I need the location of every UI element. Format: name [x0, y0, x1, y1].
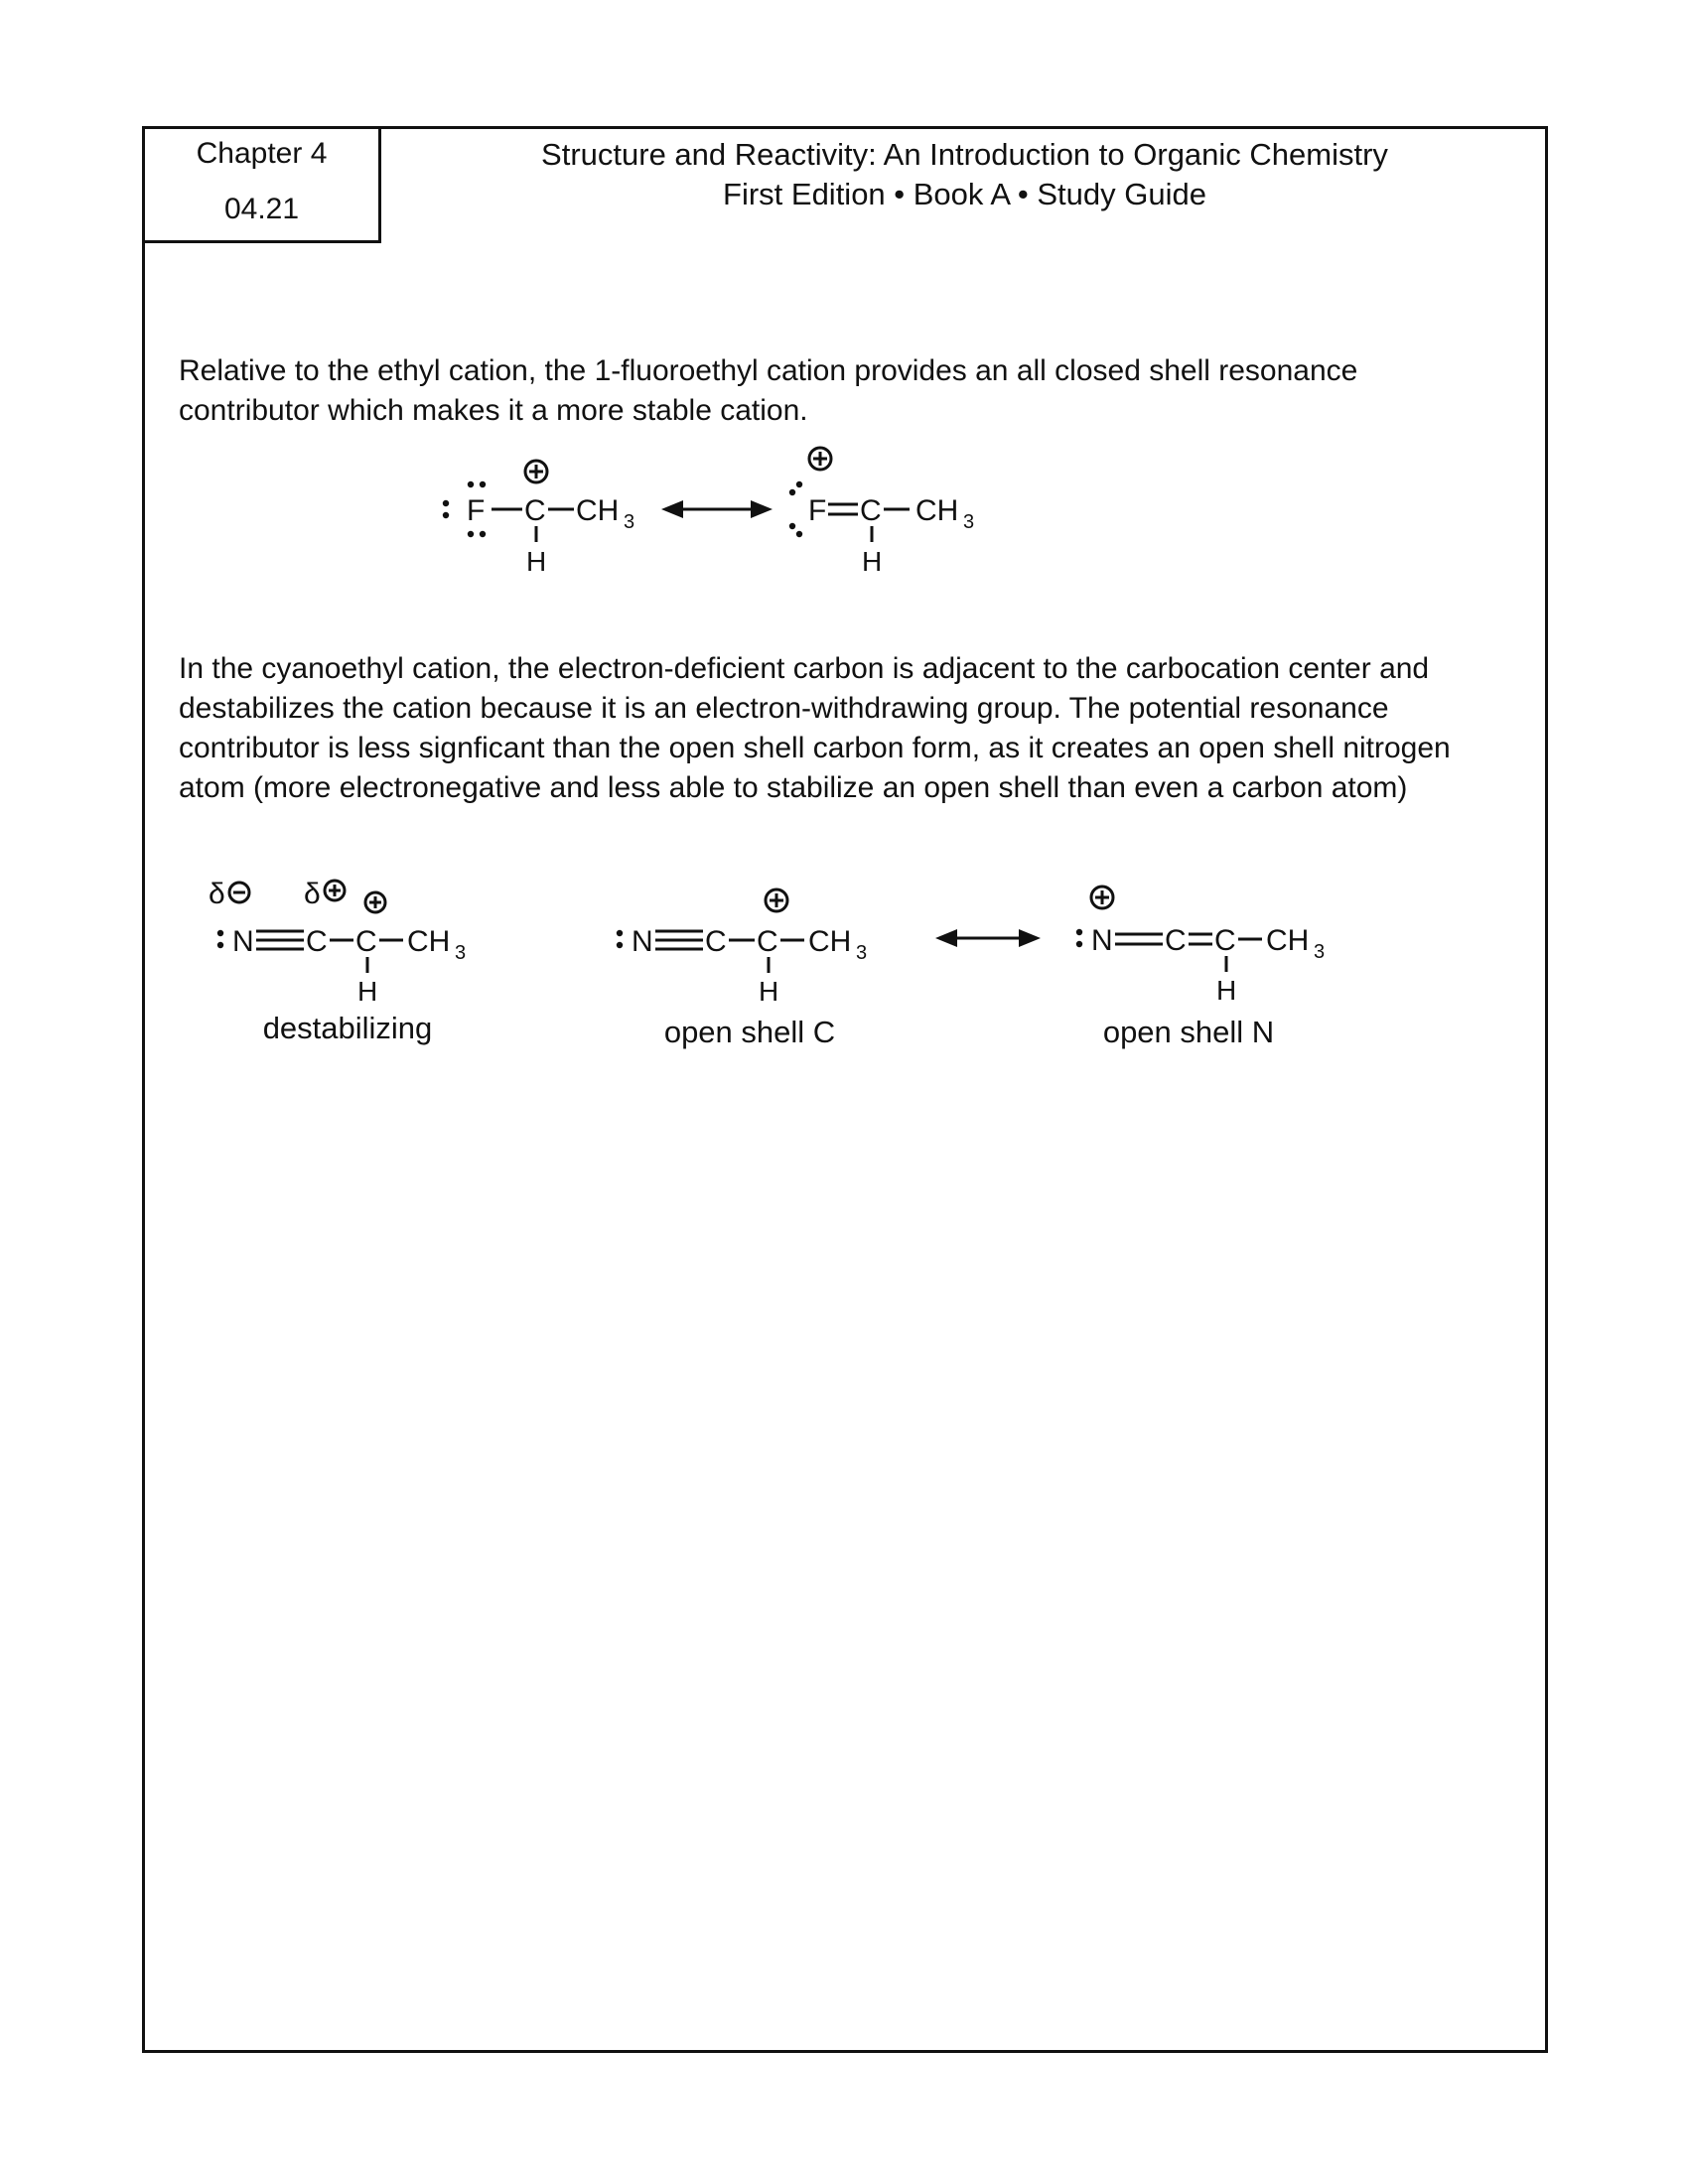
atom-n: N — [632, 925, 653, 958]
cyanoethyl-open-shell-n-structure — [1067, 874, 1365, 1013]
plus-charge-icon — [325, 881, 345, 900]
lone-pair-dot — [617, 942, 623, 948]
atom-c: C — [705, 925, 727, 958]
atom-c: C — [1214, 924, 1236, 957]
atom-c: C — [757, 925, 778, 958]
plus-charge-icon — [766, 889, 787, 911]
atom-h: H — [526, 546, 547, 577]
atom-c: C — [1165, 924, 1187, 957]
lone-pair-dot — [796, 481, 802, 487]
lone-pair-dot — [789, 523, 795, 529]
problem-number: 04.21 — [223, 193, 300, 225]
lone-pair-dot — [217, 930, 223, 936]
lone-pair-dot — [480, 531, 486, 537]
lone-pair-dot — [443, 512, 449, 518]
paragraph-fluoroethyl: Relative to the ethyl cation, the 1-fluoroethyl cation provides an all closed shell resonance contributor which makes it a more stable cation. — [179, 354, 1358, 427]
atom-h: H — [862, 546, 883, 577]
atom-c: C — [306, 925, 328, 958]
atom-ch: CH — [1266, 924, 1310, 957]
lone-pair-dot — [789, 489, 795, 495]
lone-pair-dot — [617, 930, 623, 936]
lone-pair-dot — [1076, 929, 1082, 935]
lone-pair-dot — [468, 531, 474, 537]
delta-minus-label: δ — [209, 878, 225, 910]
book-title-block — [381, 135, 1548, 214]
resonance-arrow-icon — [933, 923, 1043, 953]
fluoroethyl-structure-2 — [789, 448, 974, 577]
lone-pair-dot — [480, 481, 486, 487]
lone-pair-dot — [443, 500, 449, 506]
atom-n: N — [1091, 924, 1113, 957]
atom-n: N — [232, 925, 254, 958]
subscript-3: 3 — [624, 511, 635, 533]
book-title: Structure and Reactivity: An Introduction to Organic Chemistry — [541, 137, 1388, 172]
atom-ch: CH — [915, 494, 959, 527]
minus-charge-icon — [229, 883, 249, 902]
plus-charge-icon — [1091, 887, 1113, 908]
plus-charge-icon — [525, 461, 547, 482]
paragraph-cyanoethyl: In the cyanoethyl cation, the electron-deficient carbon is adjacent to the carbocation center and destabilizes the cation because it is an electron-withdrawing group. The potential resonance contributor is less signficant than the open shell carbon form, as it creates an open shell nitrogen atom (more electronegative and less able to stabilize an open shell than even a carbon atom) — [179, 652, 1451, 804]
cyanoethyl-open-shell-c-structure — [608, 874, 906, 1013]
atom-f: F — [467, 494, 486, 527]
subscript-3: 3 — [1314, 941, 1326, 963]
delta-plus-label: δ — [304, 878, 321, 910]
plus-charge-icon — [809, 448, 831, 470]
atom-c: C — [355, 925, 377, 958]
chapter-label: Chapter 4 — [196, 137, 328, 170]
atom-c: C — [860, 494, 882, 527]
fluoroethyl-structure-1 — [443, 461, 634, 577]
lone-pair-dot — [217, 942, 223, 948]
atom-f: F — [808, 494, 827, 527]
subscript-3: 3 — [455, 942, 467, 964]
caption-destabilizing: destabilizing — [262, 1011, 433, 1045]
atom-h: H — [759, 976, 779, 1007]
cyanoethyl-destabilizing-structure — [209, 874, 506, 1013]
atom-ch: CH — [407, 925, 451, 958]
atom-ch: CH — [576, 494, 620, 527]
subscript-3: 3 — [856, 942, 868, 964]
book-subtitle: First Edition • Book A • Study Guide — [723, 177, 1206, 211]
chapter-box — [142, 126, 381, 243]
lone-pair-dot — [468, 481, 474, 487]
resonance-arrow-icon — [661, 500, 773, 518]
atom-h: H — [1216, 975, 1237, 1006]
atom-c: C — [524, 494, 546, 527]
lone-pair-dot — [1076, 941, 1082, 947]
fluoroethyl-resonance-diagram — [427, 447, 1023, 586]
atom-ch: CH — [808, 925, 852, 958]
plus-charge-icon — [365, 892, 385, 912]
caption-open-shell-n: open shell N — [1102, 1015, 1275, 1049]
subscript-3: 3 — [963, 511, 975, 533]
atom-h: H — [357, 976, 378, 1007]
lone-pair-dot — [796, 531, 802, 537]
caption-open-shell-c: open shell C — [663, 1015, 836, 1049]
